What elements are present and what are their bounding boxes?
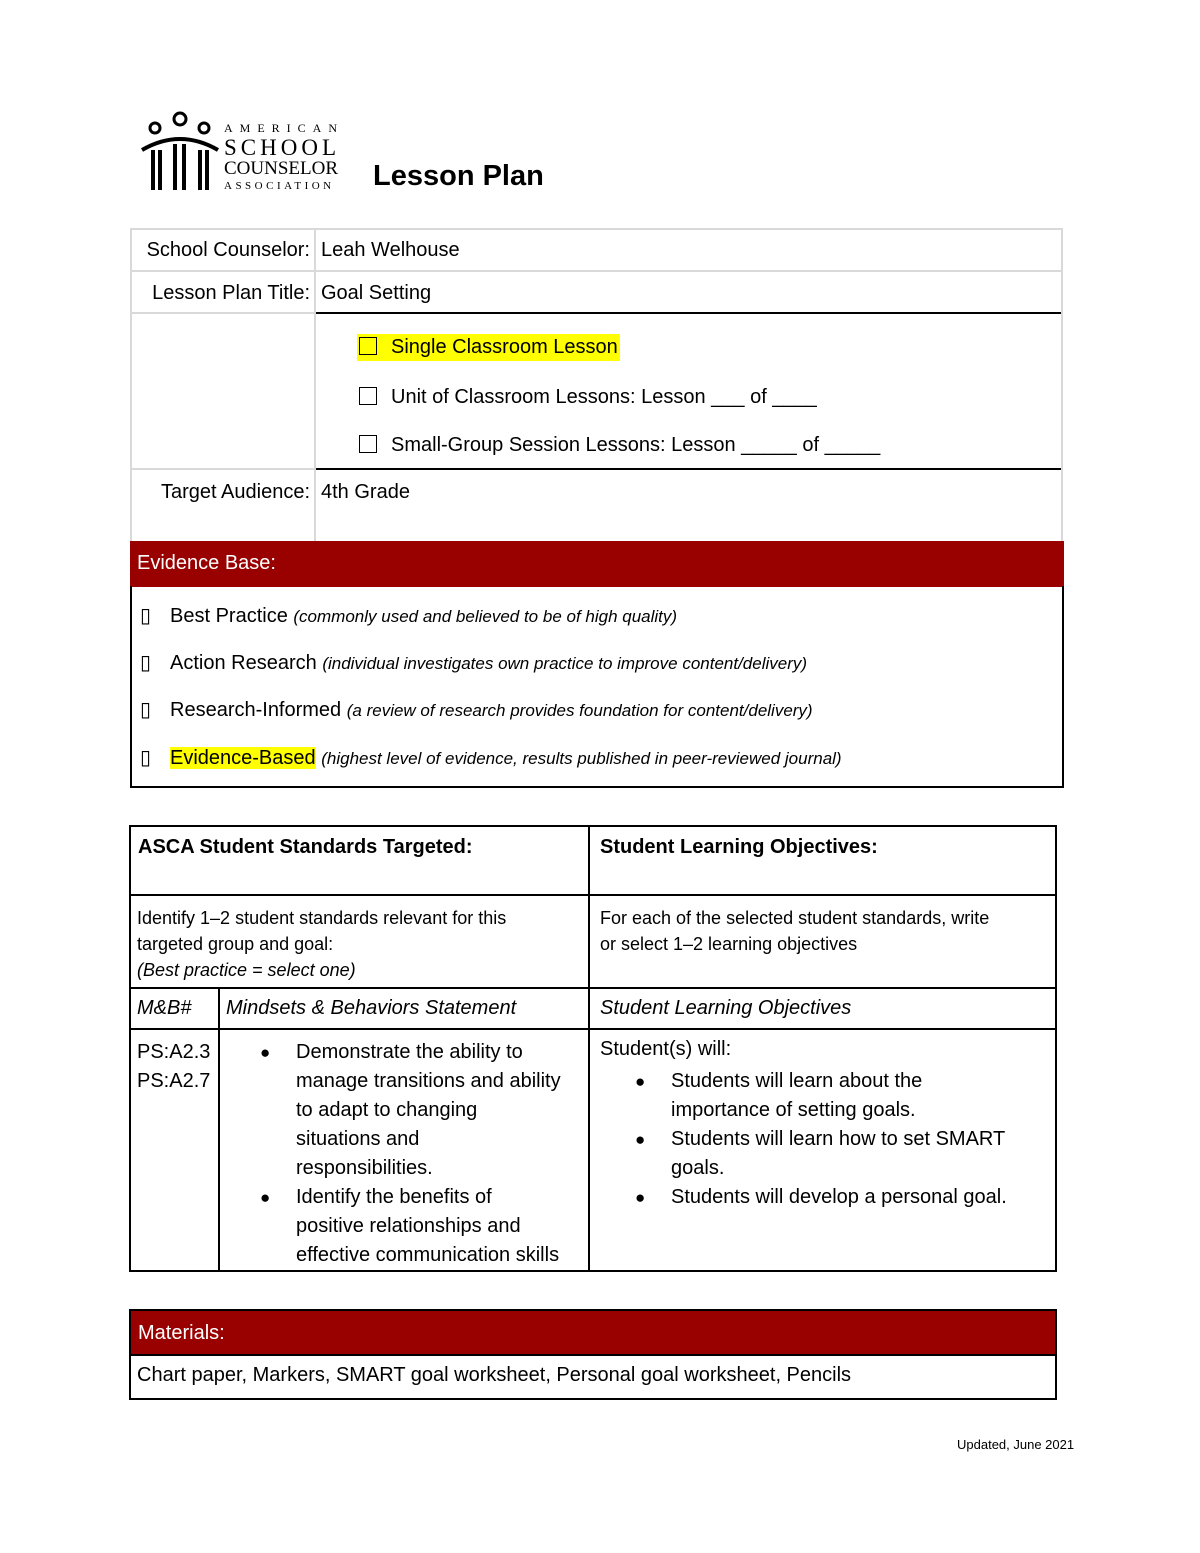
asca-logo (140, 110, 360, 194)
list-item (595, 1183, 1055, 1212)
standards-instructions (137, 905, 506, 983)
objective-line: ● Students will learn about the (671, 1070, 923, 1092)
evidence-item-evidence-based[interactable] (140, 745, 842, 770)
statement-line: manage transitions and ability (296, 1070, 561, 1092)
audience-label: Target Audience: (161, 481, 310, 503)
evidence-note: (individual investigates own practice to improve content/delivery) (322, 654, 808, 673)
objective-line: ● Students will learn how to set SMART (671, 1128, 1006, 1150)
updated-date: Updated, June 2021 (957, 1437, 1075, 1452)
objectives-list (595, 1067, 1055, 1212)
evidence-item-best-practice[interactable] (140, 603, 677, 628)
logo-line-american: AMERICAN (224, 121, 345, 135)
option-label: Single Classroom Lesson (391, 336, 618, 358)
option-unit-classroom[interactable] (357, 384, 819, 411)
mb-number-header: M&B# (137, 997, 192, 1019)
option-small-group[interactable] (357, 432, 882, 459)
objectives-header: Student Learning Objectives: (600, 836, 878, 858)
list-item (220, 1183, 588, 1270)
statement-line: effective communication skills (296, 1244, 560, 1266)
evidence-header: Evidence Base: (130, 541, 1064, 587)
objective-line: ● Students will develop a personal goal. (671, 1186, 1007, 1208)
lesson-title-value: Goal Setting (321, 282, 432, 304)
lesson-title-label: Lesson Plan Title: (152, 282, 310, 304)
evidence-label: Research-Informed (170, 699, 342, 721)
objectives-instructions (600, 905, 989, 957)
statement-line: to adapt to changing (296, 1099, 478, 1121)
evidence-label: Action Research (170, 652, 317, 674)
counselor-value: Leah Welhouse (321, 239, 460, 261)
list-item (220, 1038, 588, 1183)
counselor-label: School Counselor: (146, 239, 310, 261)
statement-line: ● Demonstrate the ability to (296, 1041, 523, 1063)
learning-objectives-header: Student Learning Objectives (600, 997, 852, 1019)
evidence-note: (a review of research provides foundation for content/delivery) (346, 701, 813, 720)
checkbox-icon (359, 337, 377, 355)
evidence-label: Evidence-Based (170, 747, 316, 769)
materials-value: Chart paper, Markers, SMART goal worksheet, Personal goal worksheet, Pencils (137, 1364, 852, 1386)
checkbox-icon: ▯ (140, 652, 152, 674)
checkbox-icon: ▯ (140, 747, 152, 769)
checkbox-icon (359, 435, 377, 453)
objective-line: goals. (671, 1157, 725, 1179)
mb-statements-list (220, 1038, 588, 1270)
statement-line: responsibilities. (296, 1157, 433, 1179)
standard-code: PS:A2.7 (137, 1070, 211, 1092)
list-item (595, 1067, 1055, 1125)
standard-codes (137, 1038, 210, 1096)
checkbox-icon (359, 387, 377, 405)
instruction-line: targeted group and goal: (137, 934, 334, 954)
asca-logo-figures-icon (140, 110, 222, 194)
option-label: Small-Group Session Lessons: Lesson _____ of _____ (391, 434, 881, 456)
objective-line: importance of setting goals. (671, 1099, 916, 1121)
instruction-line: For each of the selected student standards, write (600, 908, 990, 928)
logo-line-association: ASSOCIATION (224, 180, 335, 192)
evidence-item-research-informed[interactable] (140, 697, 813, 722)
statement-line: situations and (296, 1128, 420, 1150)
logo-line-school: SCHOOL (224, 135, 341, 160)
list-item (595, 1125, 1055, 1183)
statement-line: positive relationships and (296, 1215, 521, 1237)
page-title: Lesson Plan (373, 160, 544, 192)
evidence-item-action-research[interactable] (140, 650, 807, 675)
checkbox-icon: ▯ (140, 605, 152, 627)
instruction-note: (Best practice = select one) (137, 960, 356, 980)
statement-line: ● Identify the benefits of (296, 1186, 492, 1208)
logo-line-counselor: COUNSELOR (224, 158, 339, 179)
audience-value: 4th Grade (321, 481, 410, 503)
standards-header: ASCA Student Standards Targeted: (138, 836, 473, 858)
instruction-line: Identify 1–2 student standards relevant for this (137, 908, 507, 928)
option-single-classroom[interactable] (357, 334, 620, 361)
mb-statement-header: Mindsets & Behaviors Statement (226, 997, 517, 1019)
evidence-label: Best Practice (170, 605, 288, 627)
instruction-line: or select 1–2 learning objectives (600, 934, 858, 954)
option-label: Unit of Classroom Lessons: Lesson ___ of ____ (391, 386, 817, 408)
materials-header: Materials: (129, 1309, 1057, 1355)
evidence-note: (commonly used and believed to be of high quality) (293, 607, 678, 626)
objectives-intro: Student(s) will: (600, 1038, 732, 1060)
standard-code: PS:A2.3 (137, 1041, 211, 1063)
evidence-note: (highest level of evidence, results published in peer-reviewed journal) (321, 749, 842, 768)
checkbox-icon: ▯ (140, 699, 152, 721)
asca-logo-text (224, 122, 344, 192)
